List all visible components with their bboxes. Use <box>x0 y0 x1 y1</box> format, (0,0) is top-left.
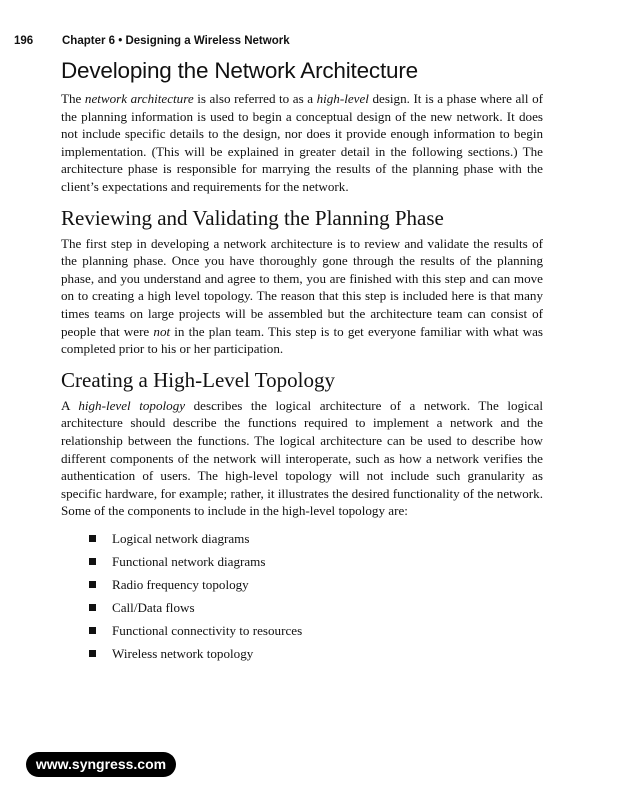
text-run: design. It is a phase where all of the planning information is used to begin a conceptual design of the new network. It does not include specific details to the design, nor does it provide enough information to begin implementation. (This will be explained in greater detail in the following sections.) The architecture phase is responsible for marrying the results of the planning phase with the client’s expectations and requirements for the network. <box>61 91 544 194</box>
list-item <box>89 576 543 593</box>
chapter-title: Chapter 6 • Designing a Wireless Network <box>62 35 290 47</box>
text-run: The first step in developing a network architecture is to review and validate the results of the planning phase. Once you have thoroughly gone through the results of the planning phase, and you understand and agree to them, you are finished with this step and can move on to creating a high level topology. The reason that this step is included here is that many times teams on large projects will be assembled but the architecture team can consist of people that were <box>61 235 543 339</box>
square-bullet-icon <box>89 627 96 634</box>
publisher-url-badge: www.syngress.com <box>26 752 176 777</box>
list-item <box>89 599 543 616</box>
text-run: is also referred to as a <box>193 91 317 106</box>
section-heading-developing-network-architecture: Developing the Network Architecture <box>61 58 418 83</box>
emphasis-term: high-level topology <box>78 397 186 413</box>
section-heading-reviewing-validating: Reviewing and Validating the Planning Phase <box>61 205 444 230</box>
list-item-text: Call/Data flows <box>112 599 195 615</box>
text-run: A <box>61 397 79 413</box>
list-item-text: Functional network diagrams <box>112 553 266 569</box>
page-content <box>61 58 543 668</box>
square-bullet-icon <box>89 558 96 565</box>
section-heading-high-level-topology: Creating a High-Level Topology <box>61 367 335 392</box>
emphasis-term: network architecture <box>84 91 194 106</box>
emphasis-term: high-level <box>316 91 369 106</box>
paragraph-reviewing-validating <box>61 235 543 358</box>
square-bullet-icon <box>89 581 96 588</box>
page-number: 196 <box>14 35 34 47</box>
list-item <box>89 622 543 639</box>
text-run: The <box>61 91 85 106</box>
paragraph-high-level-topology <box>61 397 543 520</box>
topology-components-list <box>61 530 543 662</box>
square-bullet-icon <box>89 604 96 611</box>
list-item-text: Wireless network topology <box>112 645 254 661</box>
running-head <box>14 35 290 47</box>
square-bullet-icon <box>89 535 96 542</box>
list-item <box>89 553 543 570</box>
square-bullet-icon <box>89 650 96 657</box>
list-item-text: Logical network diagrams <box>112 530 250 546</box>
text-run: in the plan team. This step is to get everyone familiar with what was completed prior to his or her participation. <box>61 323 544 357</box>
list-item-text: Functional connectivity to resources <box>112 622 303 638</box>
list-item <box>89 530 543 547</box>
paragraph-network-architecture <box>61 90 543 196</box>
list-item-text: Radio frequency topology <box>112 576 249 592</box>
text-run: describes the logical architecture of a network. The logical architecture should describe the functions required to implement a network and the relationship between the functions. The logical architecture can be used to describe how different components of the network will interoperate, such as how a network verifies the authentication of users. The high-level topology will not include such granularity as specific hardware, for example; rather, it illustrates the desired functionality of the network. Some of the components to include in the high-level topology are: <box>61 397 543 519</box>
list-item <box>89 645 543 662</box>
emphasis-term: not <box>153 323 171 339</box>
